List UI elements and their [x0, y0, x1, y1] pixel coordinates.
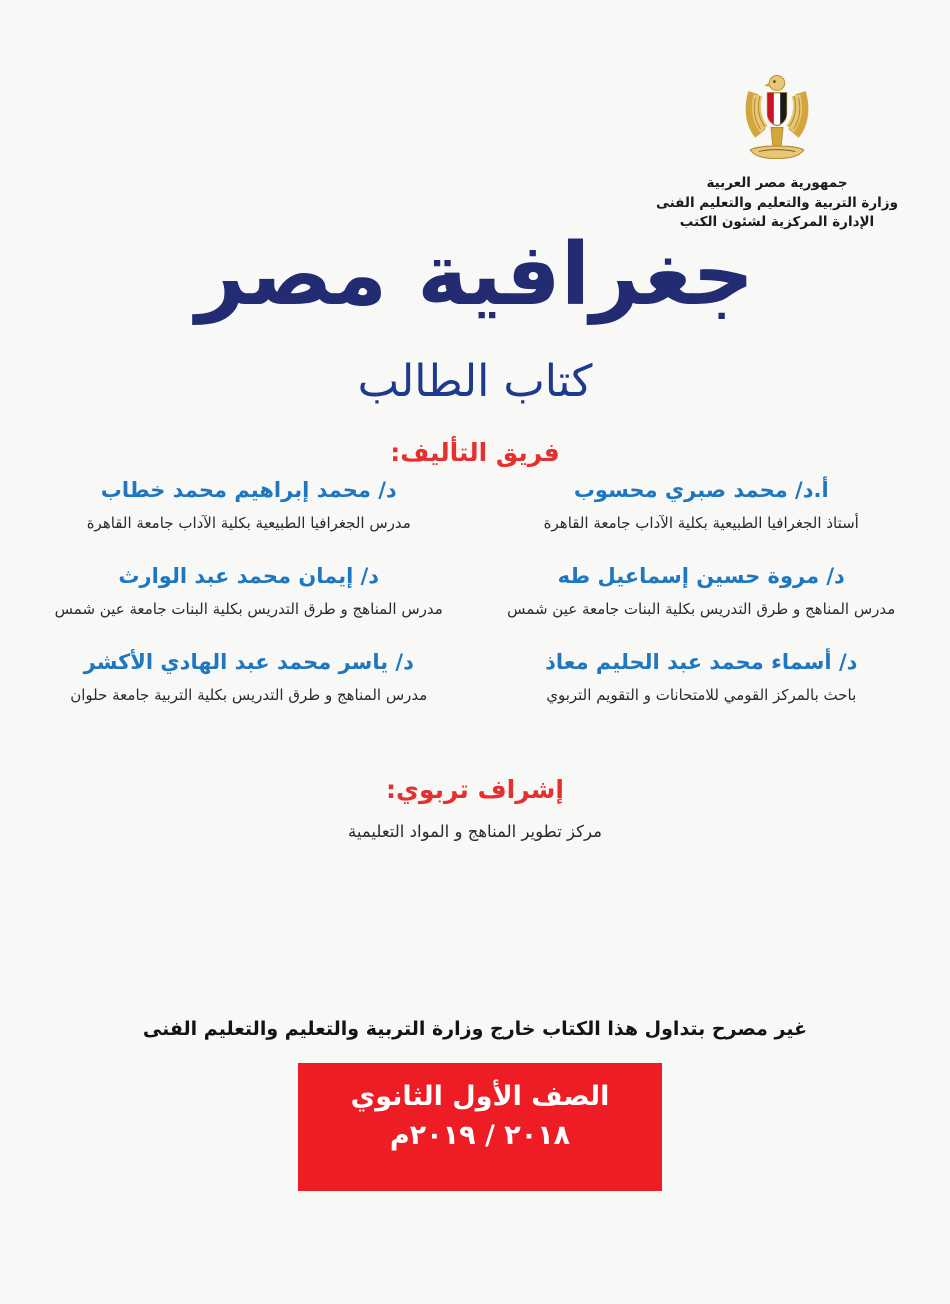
- authoring-team-heading: فريق التأليف:: [390, 438, 560, 467]
- author-name: أ.د/ محمد صبري محسوب: [573, 478, 829, 502]
- book-title: جغرافية مصر: [195, 225, 755, 325]
- author-affiliation: مدرس الجغرافيا الطبيعية بكلية الآداب جامعة القاهرة: [86, 514, 411, 532]
- administration-name: الإدارة المركزية لشئون الكتب: [679, 214, 875, 231]
- country-name: جمهورية مصر العربية: [706, 175, 848, 191]
- grade-year-box: [298, 1063, 662, 1191]
- supervision-heading: إشراف تربوي:: [386, 775, 564, 804]
- author-name: د/ أسماء محمد عبد الحليم معاذ: [545, 650, 858, 674]
- authors-grid: [45, 478, 905, 704]
- author-name: د/ إيمان محمد عبد الوارث: [118, 564, 380, 588]
- author-affiliation: مدرس المناهج و طرق التدريس بكلية التربية جامعة حلوان: [70, 686, 428, 704]
- author-card: [498, 478, 906, 532]
- grade-label: الصف الأول الثانوي: [350, 1081, 610, 1112]
- circulation-notice: غير مصرح بتداول هذا الكتاب خارج وزارة التربية والتعليم والتعليم الفنى: [142, 1018, 808, 1040]
- author-card: [45, 564, 453, 618]
- book-subtitle: كتاب الطالب: [357, 356, 593, 407]
- author-card: [45, 650, 453, 704]
- author-affiliation: مدرس المناهج و طرق التدريس بكلية البنات جامعة عين شمس: [54, 600, 443, 618]
- author-card: [498, 650, 906, 704]
- author-affiliation: مدرس المناهج و طرق التدريس بكلية البنات جامعة عين شمس: [507, 600, 896, 618]
- author-affiliation: باحث بالمركز القومي للامتحانات و التقويم التربوي: [546, 686, 857, 704]
- school-year-label: ٢٠١٨ / ٢٠١٩م: [389, 1120, 571, 1152]
- author-name: د/ ياسر محمد عبد الهادي الأكشر: [83, 650, 414, 674]
- author-card: [45, 478, 453, 532]
- author-name: د/ مروة حسين إسماعيل طه: [557, 564, 845, 588]
- government-header: [612, 72, 942, 233]
- ministry-name: وزارة التربية والتعليم والتعليم الفنى: [656, 194, 898, 211]
- author-name: د/ محمد إبراهيم محمد خطاب: [100, 478, 397, 502]
- supervision-body: مركز تطوير المناهج و المواد التعليمية: [348, 822, 602, 841]
- author-affiliation: أستاذ الجغرافيا الطبيعية بكلية الآداب جامعة القاهرة: [543, 514, 859, 532]
- egypt-coat-of-arms-icon: [738, 72, 816, 166]
- author-card: [498, 564, 906, 618]
